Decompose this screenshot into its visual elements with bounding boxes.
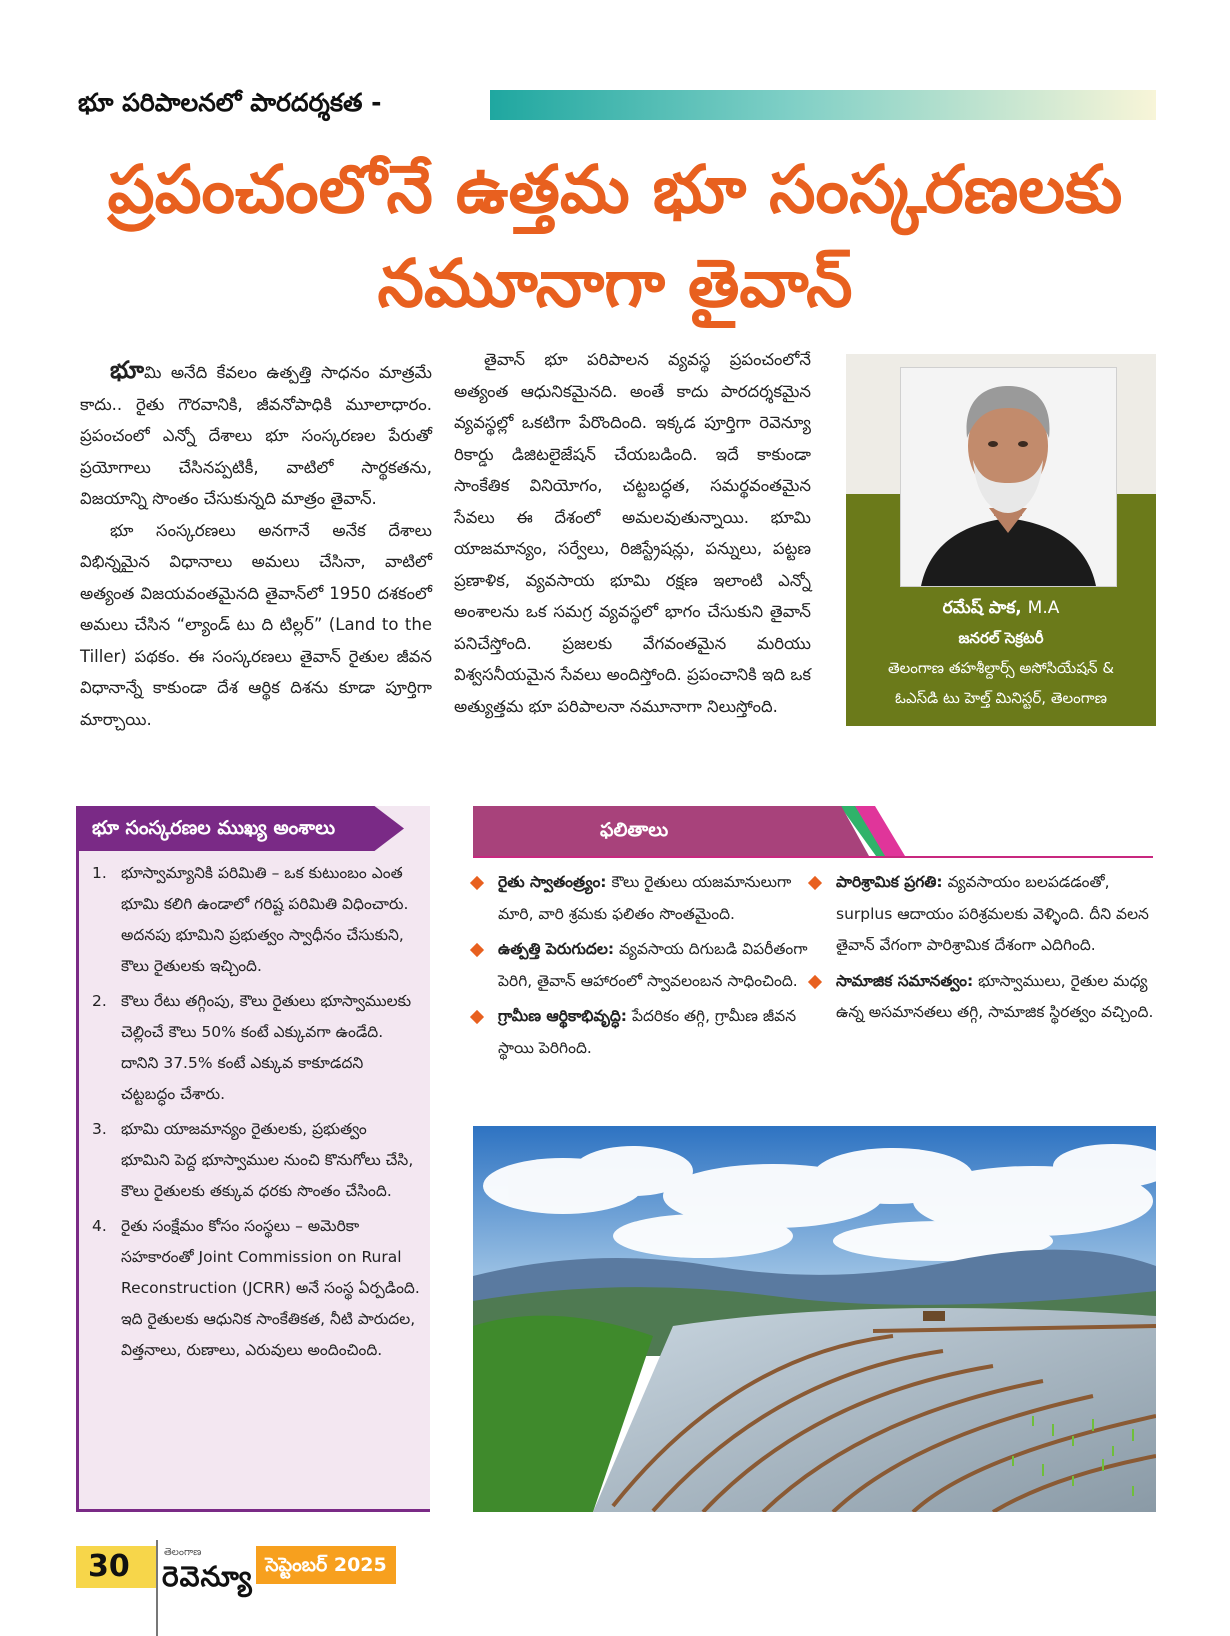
keypoint-item: [88, 858, 420, 982]
results-title: ఫలితాలు: [600, 819, 669, 841]
result-item: [468, 934, 818, 997]
dropcap: భూ: [110, 356, 145, 384]
author-name: [846, 593, 1156, 623]
author-post: ఓఎస్‌డి టు హెల్త్ మినిస్టర్, తెలంగాణ: [895, 689, 1107, 707]
keypoint-number: 3.: [92, 1120, 107, 1138]
headline-line-1: ప్రపంచంలోనే ఉత్తమ భూ సంస్కరణలకు: [107, 151, 1123, 228]
col2-paragraph-1: తైవాన్ భూ పరిపాలన వ్యవస్థ ప్రపంచంలోనే అత్యంత ఆధునికమైనది. అంతే కాదు పారదర్శకమైన వ్యవస్థల్లో ఒకటిగా పేరొందింది. ఇక్కడ పూర్తిగా రెవెన్యూ రికార్డు డిజిటలైజేషన్ చేయబడింది. ఇదే కాకుండా సాంకేతిక వినియోగం, చట్టబద్ధత, సమర్థవంతమైన సేవలు ఈ దేశంలో అమలవుతున్నాయి. భూమి యాజమాన్యం, సర్వేలు, రిజిస్ట్రేషన్లు, పన్నులు, పట్టణ ప్రణాళిక, వ్యవసాయ భూమి రక్షణ ఇలాంటి ఎన్నో అంశాలను ఒక సమగ్ర వ్యవస్థలో భాగం చేసుకుని తైవాన్ పనిచేస్తోంది. ప్రజలకు వేగవంతమైన మరియు విశ్వసనీయమైన సేవలు అందిస్తోంది. ప్రపంచానికి ఇది ఒక అత్యుత్తమ భూ పరిపాలనా నమూనాగా నిలుస్తోంది.: [454, 350, 811, 716]
keypoint-number: 1.: [92, 864, 107, 882]
kicker: భూ పరిపాలనలో పారదర్శకత -: [78, 88, 382, 117]
result-label: సామాజిక సమానత్వం:: [836, 971, 974, 990]
result-text: వ్యవసాయ దిగుబడి విపరీతంగా పెరిగి, తైవాన్ ఆహారంలో స్వావలంబన సాధించింది.: [498, 940, 808, 990]
keypoint-text: భూమి యాజమాన్యం రైతులకు, ప్రభుత్వం భూమిని పెద్ద భూస్వాముల నుంచి కొనుగోలు చేసి, కౌలు రైతులకు తక్కువ ధరకు సొంతం చేసింది.: [121, 1120, 414, 1200]
col1-p1-text: మి అనేది కేవలం ఉత్పత్తి సాధనం మాత్రమే కాదు.. రైతు గౌరవానికి, జీవనోపాధికి మూలాధారం. ప్రపంచంలో ఎన్నో దేశాలు భూ సంస్కరణల పేరుతో ప్రయోగాలు చేసినప్పటికీ, వాటిలో సార్థకతను, విజయాన్ని సొంతం చేసుకున్నది మాత్రం తైవాన్.: [80, 363, 432, 508]
orange-diamond-icon: [808, 974, 822, 988]
results-header: [473, 806, 869, 856]
author-photo: [900, 367, 1117, 587]
brand-name: రెవెన్యూ: [162, 1560, 253, 1593]
keypoint-number: 4.: [92, 1217, 107, 1235]
results-left-list: [468, 867, 818, 1068]
headline: [40, 143, 1190, 331]
keypoint-item: [88, 1211, 420, 1366]
result-text: కౌలు రైతులు యజమానులుగా మారి, వారి శ్రమకు ఫలితం సొంతమైంది.: [498, 873, 792, 923]
result-text: భూస్వాములు, రైతుల మధ్య ఉన్న అసమానతలు తగ్గి, సామాజిక స్థిరత్వం వచ్చింది.: [836, 971, 1154, 1021]
body-column-2: [454, 344, 811, 722]
results-divider: [473, 856, 1153, 858]
author-details: [846, 623, 1156, 713]
orange-diamond-icon: [470, 876, 484, 890]
orange-diamond-icon: [470, 943, 484, 957]
keypoint-number: 2.: [92, 992, 107, 1010]
body-column-1: [80, 355, 432, 735]
result-text: పేదరికం తగ్గి, గ్రామీణ జీవన స్థాయి పెరిగింది.: [498, 1007, 797, 1057]
author-name-text: రమేష్ పాక,: [942, 598, 1022, 618]
keypoints-list: [88, 858, 420, 1370]
brand-small: తెలంగాణ: [164, 1547, 202, 1558]
result-item: [468, 867, 818, 930]
keypoints-title: భూ సంస్కరణల ముఖ్య అంశాలు: [92, 817, 336, 839]
page-number: 30: [88, 1549, 130, 1584]
col1-paragraph-1: [80, 355, 432, 515]
orange-diamond-icon: [808, 876, 822, 890]
result-item: [468, 1001, 818, 1064]
result-label: గ్రామీణ ఆర్థికాభివృద్ధి:: [498, 1007, 628, 1025]
keypoint-item: [88, 986, 420, 1110]
headline-line-2: నమూనాగా తైవాన్: [377, 245, 853, 322]
rice-terrace-photo: [473, 1126, 1156, 1512]
result-label: రైతు స్వాతంత్ర్యం:: [498, 873, 607, 891]
result-label: పారిశ్రామిక ప్రగతి:: [836, 873, 943, 891]
result-text: వ్యవసాయం బలపడడంతో, surplus ఆదాయం పరిశ్రమలకు వెళ్ళింది. దీని వలన తైవాన్ వేగంగా పారిశ్రామిక దేశంగా ఎదిగింది.: [836, 873, 1149, 954]
footer-divider: [156, 1540, 158, 1636]
keypoint-text: రైతు సంక్షేమం కోసం సంస్థలు – అమెరికా సహకారంతో Joint Commission on Rural Reconstruction (JCRR) అనే సంస్థ ఏర్పడింది. ఇది రైతులకు ఆధునిక సాంకేతికత, నీటి పారుదల, విత్తనాలు, రుణాలు, ఎరువులు అందించింది.: [121, 1217, 420, 1359]
result-label: ఉత్పత్తి పెరుగుదల:: [498, 940, 615, 958]
author-portrait-icon: [901, 368, 1116, 586]
results-right-list: [806, 867, 1156, 1033]
author-role: జనరల్ సెక్రటరీ: [958, 629, 1044, 647]
col1-paragraph-2: భూ సంస్కరణలు అనగానే అనేక దేశాలు విభిన్నమైన విధానాలు అమలు చేసినా, వాటిలో అత్యంత విజయవంతమైనది తైవాన్‌లో 1950 దశకంలో అమలు చేసిన “ల్యాండ్ టు ది టిల్లర్” (Land to the Tiller) పథకం. ఈ సంస్కరణలు తైవాన్ రైతుల జీవన విధానాన్నే కాకుండా దేశ ఆర్థిక దిశను కూడా పూర్తిగా మార్చాయి.: [80, 520, 432, 729]
author-degree: M.A: [1027, 598, 1060, 618]
kicker-gradient-bar: [490, 90, 1156, 120]
result-item: [806, 867, 1156, 962]
issue-date: సెప్టెంబర్ 2025: [256, 1546, 396, 1584]
keypoint-text: కౌలు రేటు తగ్గింపు, కౌలు రైతులు భూస్వాములకు చెల్లించే కౌలు 50% కంటే ఎక్కువగా ఉండేది. దానిని 37.5% కంటే ఎక్కువ కాకూడదని చట్టబద్ధం చేశారు.: [121, 992, 412, 1103]
orange-diamond-icon: [470, 1010, 484, 1024]
rice-terrace-landscape-icon: [473, 1126, 1156, 1512]
result-item: [806, 966, 1156, 1029]
keypoint-item: [88, 1114, 420, 1207]
keypoint-text: భూస్వామ్యానికి పరిమితి – ఒక కుటుంబం ఎంత భూమి కలిగి ఉండాలో గరిష్ట పరిమితి విధించారు. అదనపు భూమిని ప్రభుత్వం స్వాధీనం చేసుకుని, కౌలు రైతులకు ఇచ్చింది.: [121, 864, 409, 975]
author-org: తెలంగాణ తహశీల్దార్స్ అసోసియేషన్ &: [887, 659, 1115, 677]
